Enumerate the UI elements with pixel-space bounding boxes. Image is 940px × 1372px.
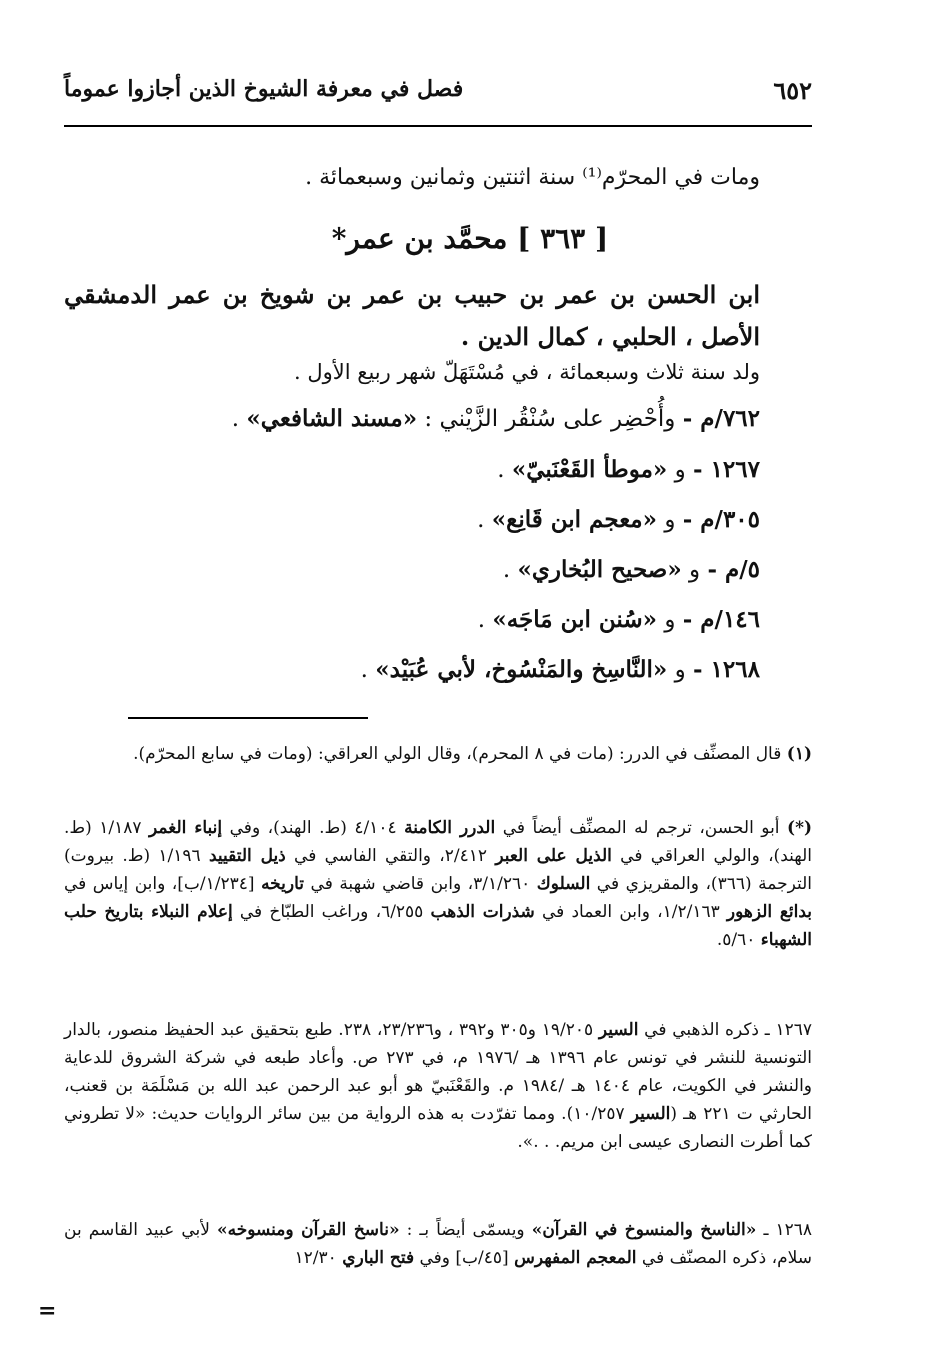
- lineage-line-2: الأصل ، الحلبي ، كمال الدين .: [460, 322, 760, 351]
- footnote-biography: [64, 814, 812, 954]
- source-title: إعلام النبلاء بتاريخ حلب الشهباء: [64, 902, 812, 950]
- hearing-text: و: [674, 457, 686, 483]
- hearing-line: [232, 405, 760, 432]
- hearing-line: [503, 556, 760, 583]
- hearing-end: .: [502, 557, 518, 583]
- source-title: فتح الباري: [342, 1248, 415, 1268]
- footnote-1267: [64, 1016, 812, 1156]
- hearing-end: .: [477, 607, 493, 633]
- source-title: السير: [630, 1104, 671, 1124]
- footnote-text: لأبي عبيد القاسم بن سلام، ذكره المصنّف في: [64, 1220, 812, 1268]
- footnote-text: ٢/٤١٢، والتقي الفاسي في: [285, 846, 496, 866]
- footnote-text: ٣/١/٢٦٠، وابن قاضي شهبة في: [304, 874, 537, 894]
- hearing-book: «سُنن ابن مَاجَه»: [492, 606, 657, 633]
- hearing-book: «مسند الشافعي»: [246, 405, 418, 432]
- hearing-code: ٧٦٢/م -: [682, 405, 760, 432]
- footnote-text: ١/١٨٧ (ط. الهند)، والولي العراقي في: [64, 818, 812, 866]
- source-title: الذيل على العبر: [495, 846, 612, 866]
- footnote-text: ـ ذكره الذهبي في: [638, 1020, 776, 1040]
- source-title: شذرات الذهب: [430, 902, 535, 922]
- source-title: تاريخه: [261, 874, 305, 894]
- footnote-1268: [64, 1216, 812, 1272]
- footnote-text: ١٢/٣٠: [294, 1248, 343, 1268]
- hearing-book: «موطأ القَعْنَبيّ»: [511, 456, 668, 483]
- footnote-text: قال المصنِّف في الدرر: (مات في ٨ المحرم)، وقال الولي العراقي: (ومات في سابع المحرّم).: [133, 744, 782, 764]
- source-title: إنباء الغمر: [149, 818, 223, 838]
- footnote-text: ٤/١٠٤ (ط. الهند)، وفي: [222, 818, 405, 838]
- source-title: بدائع الزهور: [726, 902, 812, 922]
- hearing-text: و: [664, 507, 676, 533]
- footnote-rule: [128, 717, 368, 719]
- hearing-end: .: [231, 406, 247, 432]
- footnote-text: ٥/٦٠.: [716, 930, 761, 950]
- source-title: «الناسخ والمنسوخ في القرآن»: [531, 1220, 757, 1240]
- hearing-end: .: [360, 657, 376, 683]
- footnote-text: [١/٢٣٤/ب]، وابن إياس في: [64, 874, 262, 894]
- footnote-marker: (١): [786, 744, 812, 764]
- source-title: الدرر الكامنة: [404, 818, 496, 838]
- running-title: فصل في معرفة الشيوخ الذين أجازوا عموماً: [64, 76, 464, 102]
- hearing-book: «النَّاسِخ والمَنْسُوخ، لأبي عُبَيْد»: [375, 656, 668, 683]
- hearing-line: [478, 606, 760, 633]
- hearing-line: [477, 506, 760, 533]
- entry-heading: [ ٣٦٣ ] محمَّد بن عمر*: [331, 222, 609, 255]
- page-header: [64, 74, 812, 114]
- footnote-marker: ١٢٦٨: [775, 1220, 812, 1240]
- hearing-text: وأُحْضِر على سُنْقُر الزَّيْني :: [424, 406, 676, 432]
- continuation-mark: =: [38, 1298, 57, 1324]
- source-title: السلوك: [536, 874, 591, 894]
- hearing-text: و: [664, 607, 676, 633]
- hearing-code: ١٢٦٨ -: [693, 656, 760, 683]
- lineage-line-1: ابن الحسن بن عمر بن حبيب بن عمر بن شويخ بن عمر الدمشقي: [64, 280, 760, 309]
- source-title: ذيل التقييد: [208, 846, 286, 866]
- hearing-code: ١٤٦/م -: [682, 606, 760, 633]
- source-title: المعجم المفهرس: [514, 1248, 637, 1268]
- hearing-end: .: [497, 457, 512, 483]
- footnote-text: ـ: [756, 1220, 776, 1240]
- hearing-end: .: [477, 507, 492, 533]
- source-title: السير: [598, 1020, 639, 1040]
- hearing-code: ٣٠٥/م -: [682, 506, 760, 533]
- hearing-text: و: [674, 657, 686, 683]
- footnote-text: ١/١٩٦ (ط. بيروت) الترجمة (٣٦٦)، والمقريزي في: [64, 846, 812, 894]
- footnote-text: [٤٥/ب] وفي: [414, 1248, 515, 1268]
- hearing-line: [361, 656, 760, 683]
- page-number: ٦٥٢: [773, 76, 812, 105]
- footnote-marker: (*): [787, 818, 813, 838]
- footnote-text: ١٠/٢٥٧). ومما تفرّدت به هذه الرواية من بين سائر الروايات حديث: «لا تطروني كما أطرت النصارى عيسى ابن مريم. . .».: [64, 1104, 812, 1152]
- hearing-line: [497, 456, 760, 483]
- footnote-text: ١٩/٢٠٥ و٣٠٥ و٣٩٢ ، و٢٣/٢٣٦، ٢٣٨. طبع بتحقيق عبد الحفيظ منصور، بالدار التونسية للنشر في تونس عام ١٣٩٦ هـ /١٩٧٦ م، في ٢٧٣ ص. وأعاد طبعه في شركة الشروق للدعاية والنشر في الكويت، عام ١٤٠٤ هـ /١٩٨٤ م. والقَعْنَبيّ هو أبو عبد الرحمن عبد الله بن مَسْلَمَة بن قعنب، الحارثي ت ٢٢١ هـ (: [64, 1020, 813, 1124]
- hearing-book: «صحيح البُخاري»: [517, 556, 682, 583]
- footnote-text: ١/٢/١٦٣، وابن العماد في: [534, 902, 727, 922]
- death-line: ومات في المحرّم⁽¹⁾ سنة اثنتين وثمانين وسبعمائة .: [305, 165, 760, 190]
- footnote-text: ٦/٢٥٥، وراغب الطبّاخ في: [232, 902, 431, 922]
- hearing-book: «معجم ابن قَانِع»: [491, 506, 657, 533]
- header-rule: [64, 125, 812, 127]
- footnote-text: أبو الحسن، ترجم له المصنِّف أيضاً في: [495, 818, 780, 838]
- footnote-marker: ١٢٦٧: [775, 1020, 813, 1040]
- hearing-code: ٥/م -: [707, 556, 760, 583]
- footnote-1: [64, 740, 812, 768]
- hearing-code: ١٢٦٧ -: [693, 456, 760, 483]
- footnote-text: ويسمّى أيضاً بـ :: [399, 1220, 532, 1240]
- hearing-text: و: [689, 557, 701, 583]
- birth-line: ولد سنة ثلاث وسبعمائة ، في مُسْتَهَلّ شهر ربيع الأول .: [294, 360, 760, 384]
- source-title: «ناسخ القرآن ومنسوخه»: [216, 1220, 400, 1240]
